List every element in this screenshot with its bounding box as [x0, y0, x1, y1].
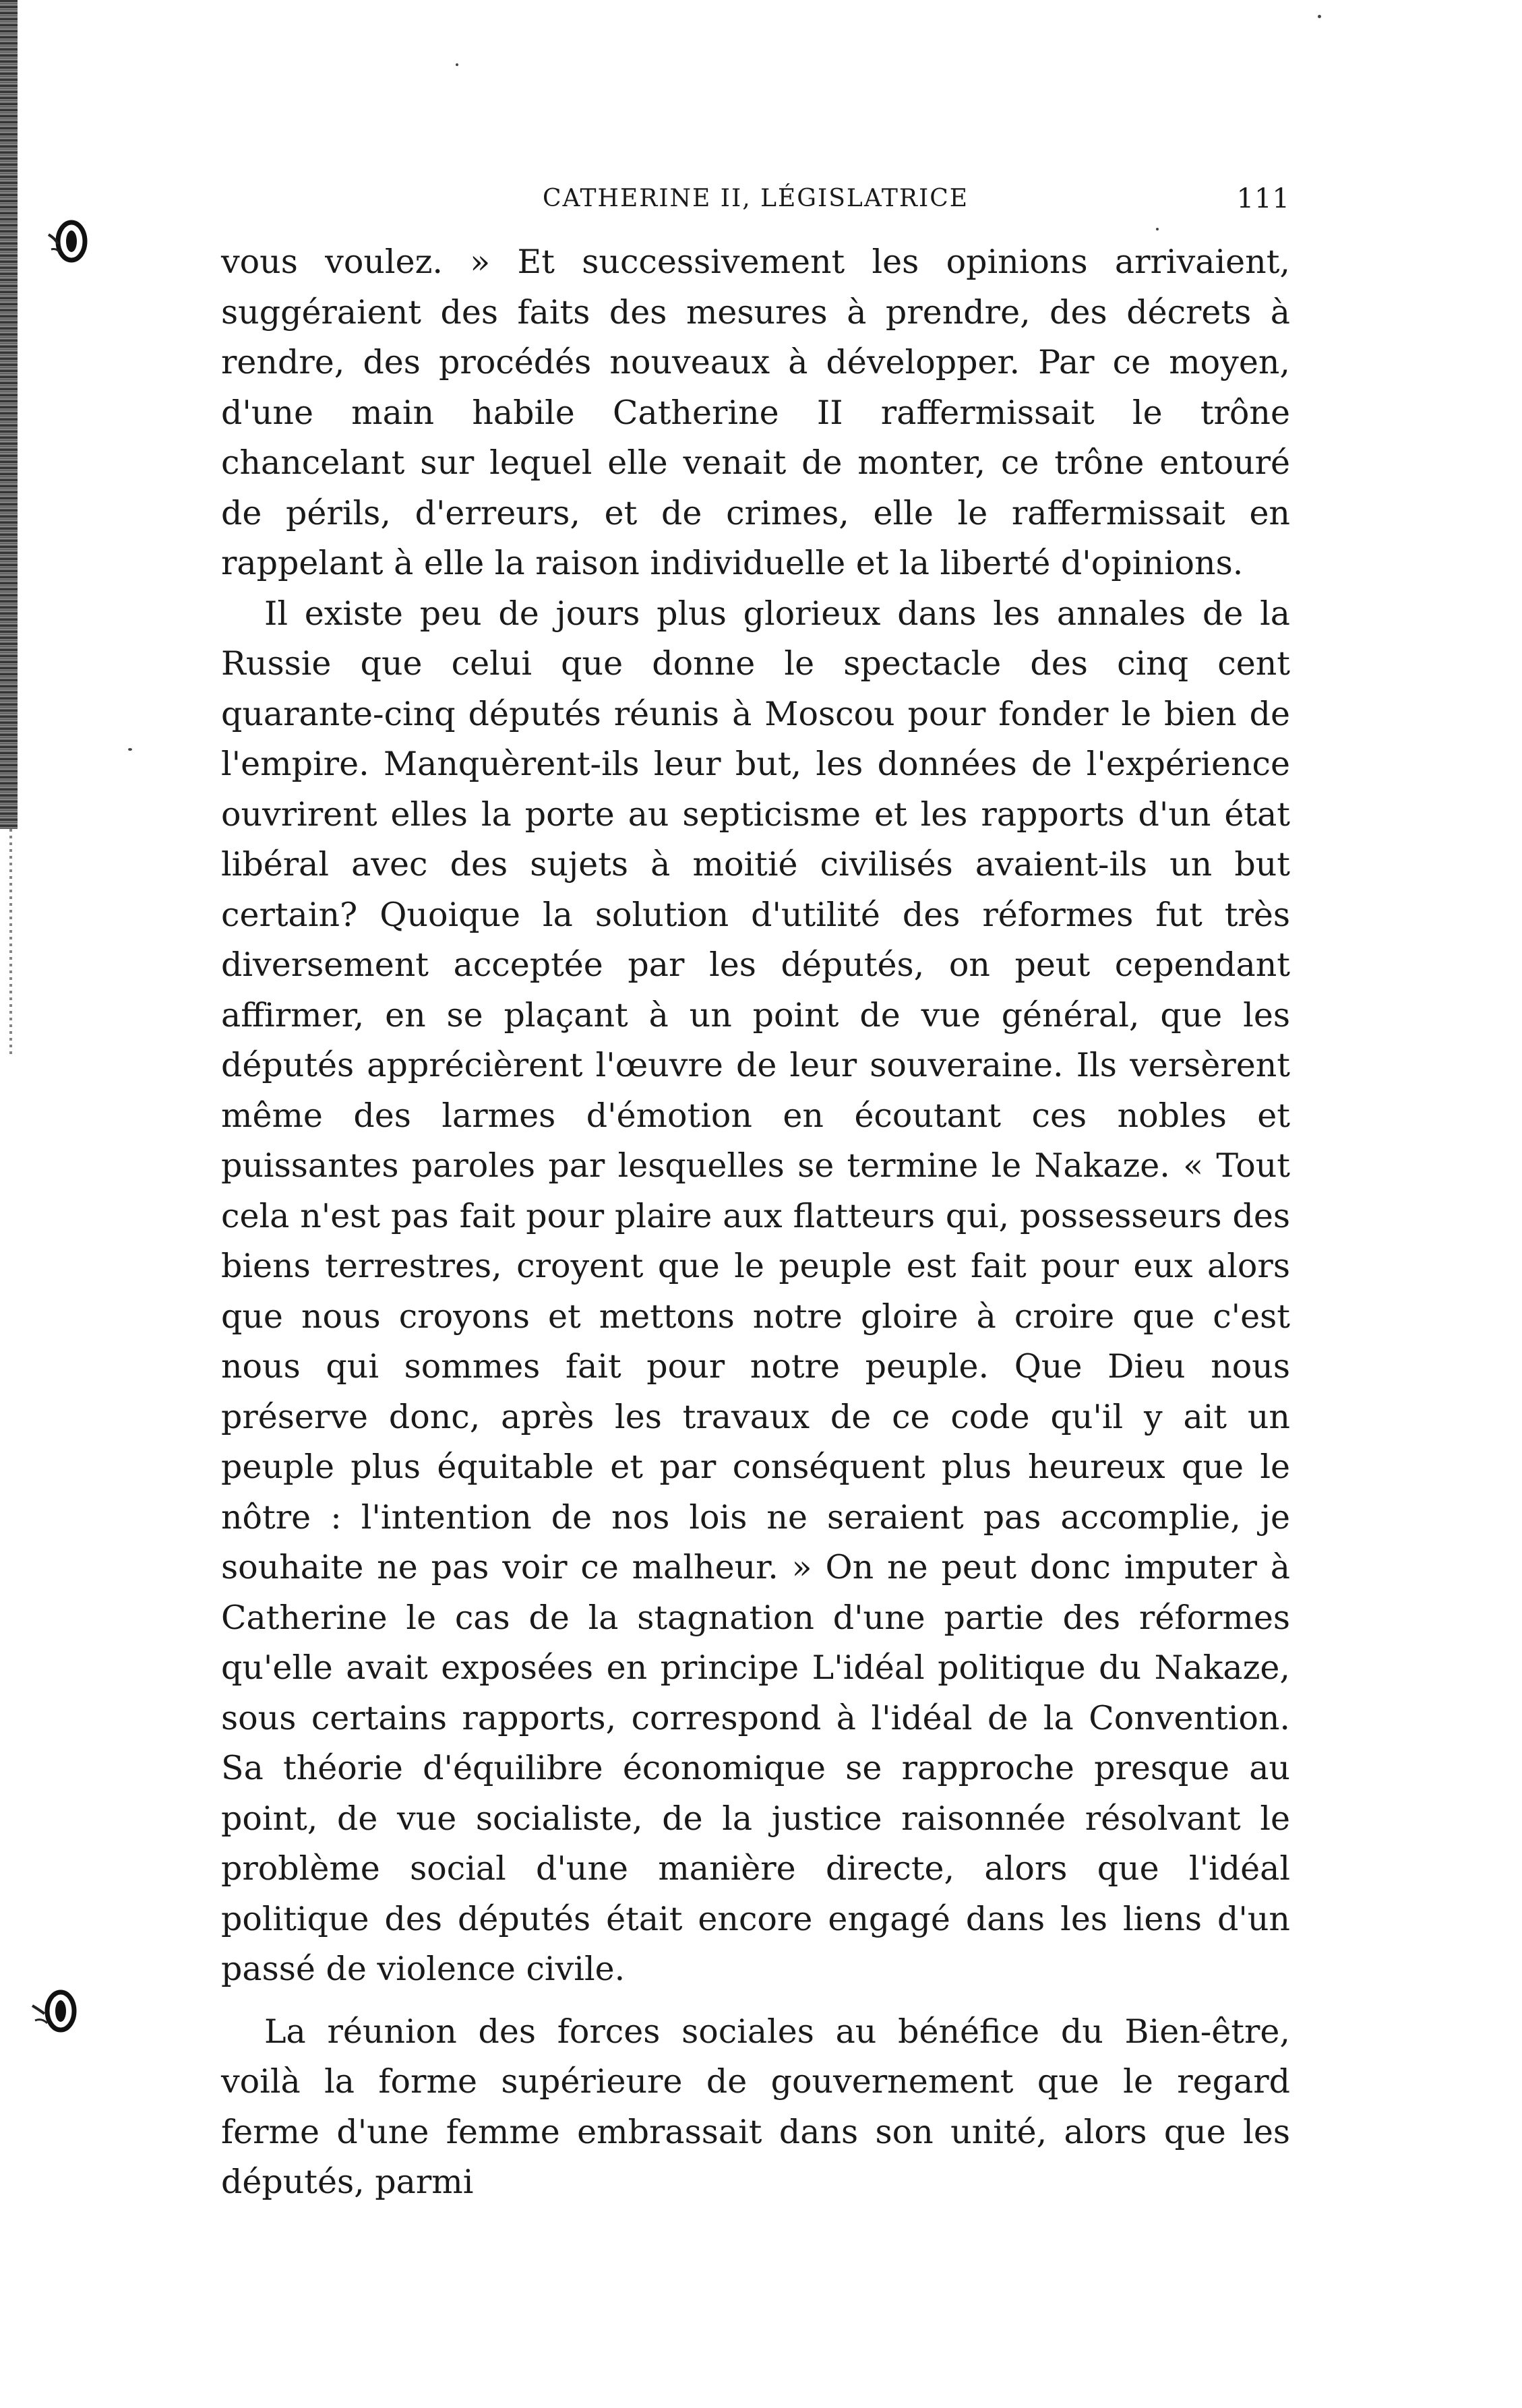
margin-ornament-icon [30, 1983, 77, 2037]
scan-speck [1156, 228, 1159, 230]
scan-speck [1318, 15, 1321, 18]
scan-speck [456, 63, 458, 66]
scan-speck [128, 748, 132, 751]
running-head [221, 181, 1290, 221]
paragraph: vous voulez. » Et successivement les opinions arrivaient, suggéraient des faits des mesures à prendre, des décrets à rendre, des procédés nouveaux à développer. Par ce moyen, d'une main habile Catherine II raffermissait le trône chancelant sur lequel elle venait de monter, ce trône entouré de périls, d'erreurs, et de crimes, elle le raffermissait en rappelant à elle la raison individuelle et la liberté d'opinions. [221, 243, 1290, 582]
binding-edge [0, 0, 18, 829]
page-number: 111 [1236, 183, 1290, 214]
binding-edge-dashes [9, 829, 12, 1058]
paragraph: La réunion des forces sociales au bénéfice du Bien-être, voilà la forme supérieure de gouvernement que le regard ferme d'une femme embrassait dans son unité, alors que les députés, parmi [221, 2012, 1290, 2201]
running-title: CATHERINE II, LÉGISLATRICE [542, 185, 969, 212]
paragraph: Il existe peu de jours plus glorieux dans les annales de la Russie que celui que donne le spectacle des cinq cent quarante-cinq députés réunis à Moscou pour fonder le bien de l'empire. Manquèrent-ils leur but, les données de l'expérience ouvrirent elles la porte au septicisme et les rapports d'un état libéral avec des sujets à moitié civilisés avaient-ils un but certain? Quoique la solution d'utilité des réformes fut très diversement acceptée par les députés, on peut cependant affirmer, en se plaçant à un point de vue général, que les députés apprécièrent l'œuvre de leur souveraine. Ils versèrent même des larmes d'émotion en écoutant ces nobles et puissantes paroles par lesquelles se termine le Nakaze. « Tout cela n'est pas fait pour plaire aux flatteurs qui, possesseurs des biens terrestres, croyent que le peuple est fait pour eux alors que nous croyons et mettons notre gloire à croire que c'est nous qui sommes fait pour notre peuple. Que Dieu nous préserve donc, après les travaux de ce code qu'il y ait un peuple plus équitable et par conséquent plus heureux que le nôtre : l'intention de nos lois ne seraient pas accomplie, je souhaite ne pas voir ce malheur. » On ne peut donc imputer à Catherine le cas de la stagnation d'une partie des réformes qu'elle avait exposées en principe L'idéal politique du Nakaze, sous certains rapports, correspond à l'idéal de la Convention. Sa théorie d'équilibre économique se rapproche presque au point, de vue socialiste, de la justice raisonnée résolvant le problème social d'une manière directe, alors que l'idéal politique des députés était encore engagé dans les liens d'un passé de violence civile. [221, 594, 1290, 1988]
body-text [221, 237, 1290, 2208]
margin-ornament-icon [44, 214, 92, 268]
